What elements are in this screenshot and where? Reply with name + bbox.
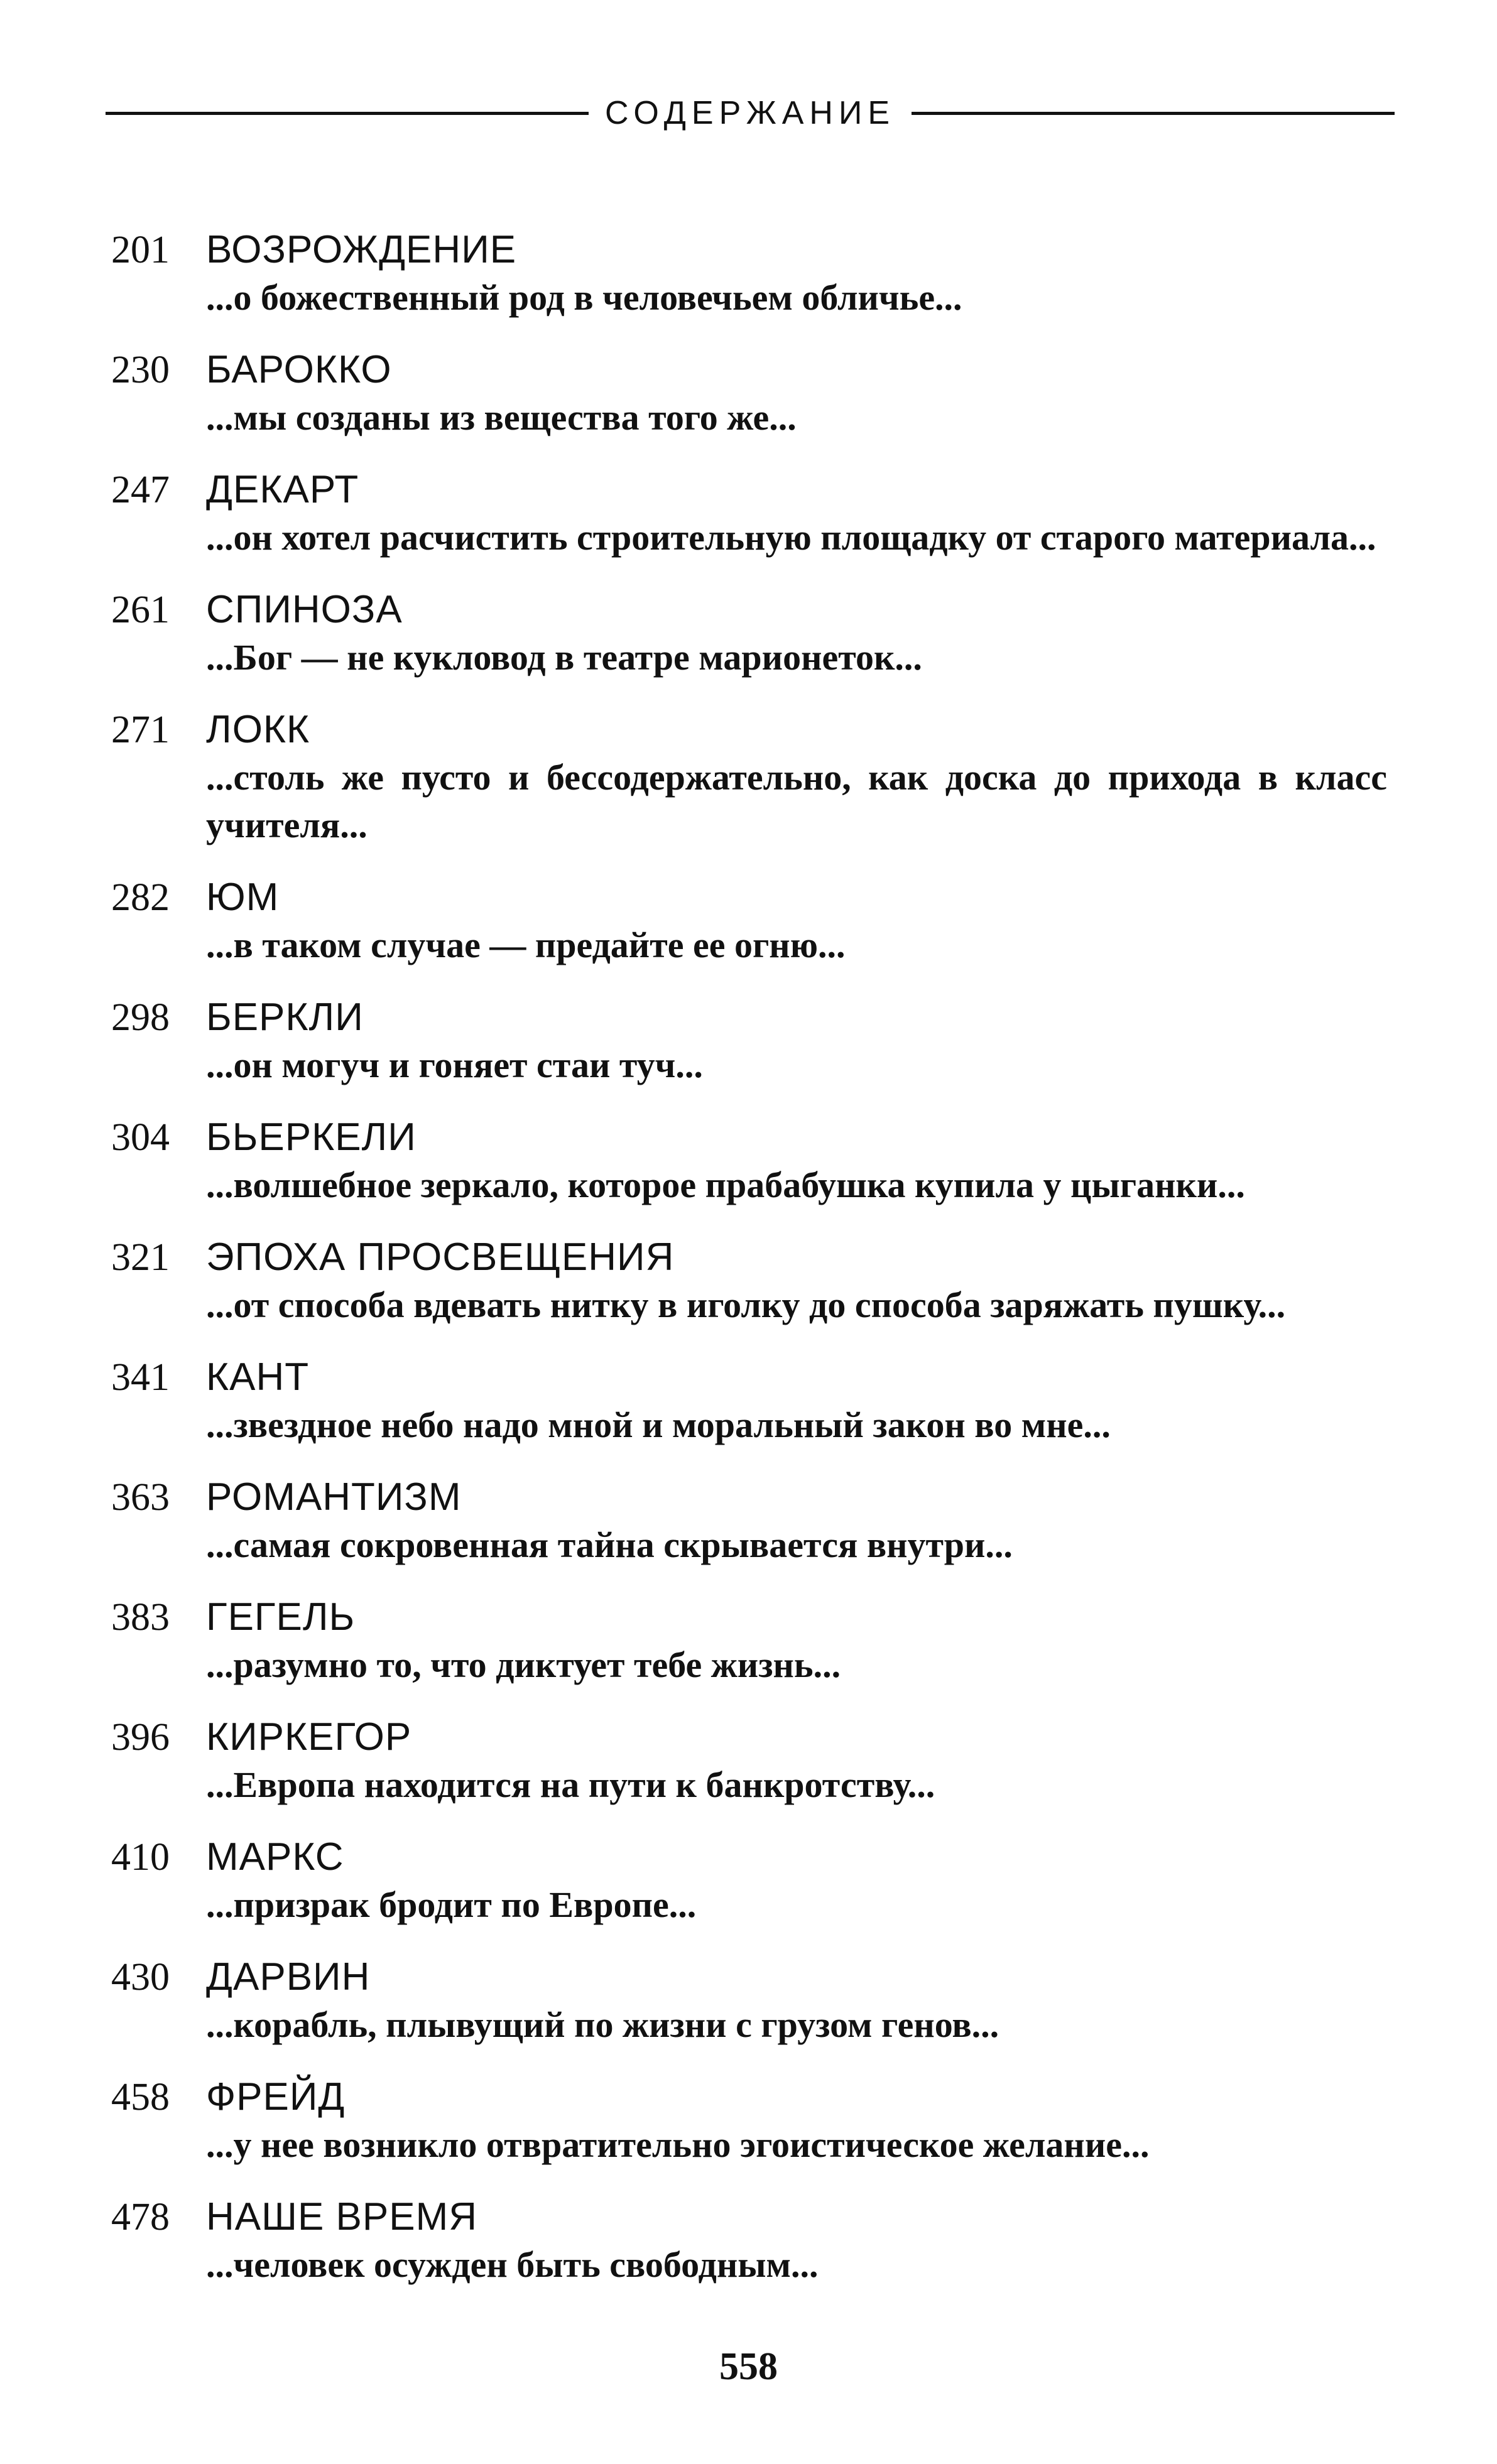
toc-chapter-title: НАШЕ ВРЕМЯ <box>206 2195 478 2239</box>
toc-entry <box>101 1833 1407 1929</box>
toc-chapter-title: ЛОКК <box>206 708 310 751</box>
toc-chapter-quote: ...столь же пусто и бессодержательно, как доска до прихода в класс учителя... <box>206 757 1387 845</box>
toc-page-number: 430 <box>111 1956 170 1999</box>
toc-entry <box>101 1953 1407 2049</box>
toc-entry <box>101 1114 1407 1209</box>
toc-chapter-title: БАРОККО <box>206 348 392 391</box>
toc-chapter-title: ЭПОХА ПРОСВЕЩЕНИЯ <box>206 1235 675 1279</box>
toc-chapter-quote: ...у нее возникло отвратительно эгоистическое желание... <box>206 2124 1150 2165</box>
toc-entry <box>101 2193 1407 2289</box>
toc-page-number: 383 <box>111 1596 170 1639</box>
toc-entry <box>101 2073 1407 2169</box>
toc-entry <box>101 346 1407 442</box>
toc-page-number: 304 <box>111 1116 170 1159</box>
toc-page-number: 282 <box>111 876 170 919</box>
toc-chapter-title: БЕРКЛИ <box>206 996 364 1039</box>
toc-page-number: 321 <box>111 1236 170 1279</box>
toc-entry <box>101 706 1407 849</box>
toc-chapter-quote: ...Европа находится на пути к банкротству... <box>206 1764 935 1805</box>
toc-entry <box>101 874 1407 969</box>
toc-chapter-title: МАРКС <box>206 1835 344 1879</box>
toc-entry <box>101 1593 1407 1689</box>
toc-page-number: 410 <box>111 1836 170 1879</box>
toc-page-number: 271 <box>111 708 170 751</box>
toc-chapter-quote: ...он могуч и гоняет стаи туч... <box>206 1045 703 1085</box>
toc-chapter-quote: ...звездное небо надо мной и моральный закон во мне... <box>206 1404 1111 1445</box>
header-rule-right <box>912 112 1395 115</box>
toc-chapter-quote: ...призрак бродит по Европе... <box>206 1884 697 1925</box>
toc-chapter-quote: ...о божественный род в человечьем обличье... <box>206 277 962 318</box>
toc-chapter-quote: ...в таком случае — предайте ее огню... <box>206 925 846 965</box>
toc-chapter-quote: ...от способа вдевать нитку в иголку до способа заряжать пушку... <box>206 1284 1286 1325</box>
toc-page-number: 341 <box>111 1356 170 1399</box>
running-header <box>106 88 1395 138</box>
toc-chapter-quote: ...разумно то, что диктует тебе жизнь... <box>206 1644 841 1685</box>
header-rule-left <box>106 112 589 115</box>
toc-chapter-title: КИРКЕГОР <box>206 1715 412 1759</box>
toc-chapter-quote: ...волшебное зеркало, которое прабабушка купила у цыганки... <box>206 1164 1245 1205</box>
toc-chapter-title: СПИНОЗА <box>206 588 403 631</box>
toc-entry <box>101 994 1407 1089</box>
toc-page-number: 458 <box>111 2076 170 2119</box>
toc-page-number: 201 <box>111 229 170 271</box>
toc-entry <box>101 1354 1407 1449</box>
toc-chapter-title: РОМАНТИЗМ <box>206 1475 462 1519</box>
toc-chapter-title: ДАРВИН <box>206 1955 371 1999</box>
toc-chapter-quote: ...корабль, плывущий по жизни с грузом генов... <box>206 2004 999 2045</box>
table-of-contents <box>101 226 1407 2313</box>
toc-chapter-title: ГЕГЕЛЬ <box>206 1595 356 1639</box>
toc-chapter-quote: ...мы созданы из вещества того же... <box>206 397 797 438</box>
toc-chapter-title: ВОЗРОЖДЕНИЕ <box>206 228 517 271</box>
toc-chapter-quote: ...он хотел расчистить строительную площадку от старого материала... <box>206 517 1376 558</box>
toc-chapter-title: ФРЕЙД <box>206 2075 346 2119</box>
toc-page-number: 298 <box>111 996 170 1039</box>
toc-page-number: 396 <box>111 1716 170 1759</box>
toc-entry <box>101 1713 1407 1809</box>
toc-entry <box>101 466 1407 562</box>
toc-page-number: 247 <box>111 469 170 511</box>
toc-chapter-title: КАНТ <box>206 1355 310 1399</box>
toc-page-number: 363 <box>111 1476 170 1519</box>
toc-chapter-title: БЬЕРКЕЛИ <box>206 1115 416 1159</box>
toc-entry <box>101 586 1407 681</box>
page-number: 558 <box>719 2345 778 2388</box>
toc-chapter-title: ДЕКАРТ <box>206 468 359 511</box>
toc-chapter-title: ЮМ <box>206 876 280 919</box>
toc-page-number: 230 <box>111 349 170 391</box>
toc-chapter-quote: ...человек осужден быть свободным... <box>206 2244 819 2285</box>
toc-chapter-quote: ...Бог — не кукловод в театре марионеток... <box>206 637 922 678</box>
toc-page-number: 478 <box>111 2196 170 2239</box>
toc-page-number: 261 <box>111 589 170 631</box>
toc-chapter-quote: ...самая сокровенная тайна скрывается внутри... <box>206 1524 1013 1565</box>
toc-entry <box>101 226 1407 322</box>
header-title: СОДЕРЖАНИЕ <box>604 95 896 131</box>
toc-entry <box>101 1234 1407 1329</box>
toc-entry <box>101 1474 1407 1569</box>
